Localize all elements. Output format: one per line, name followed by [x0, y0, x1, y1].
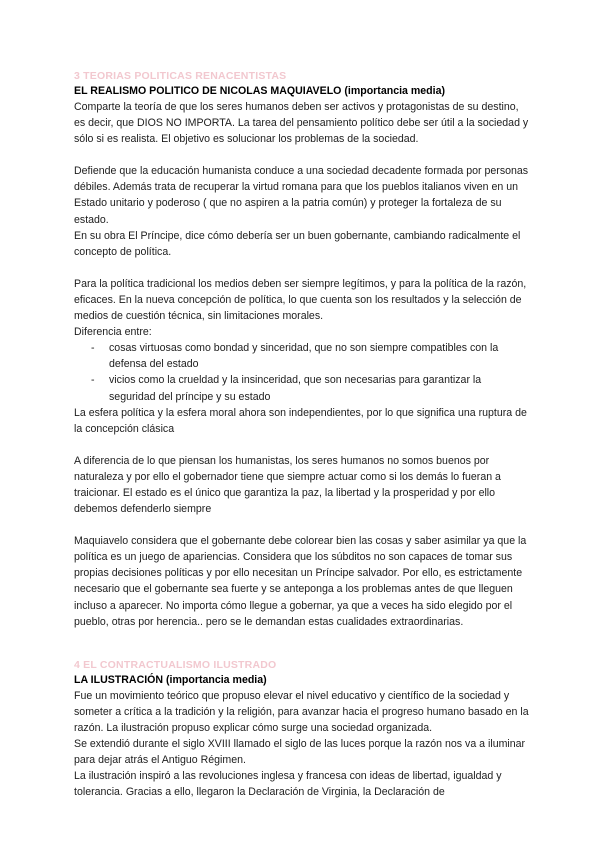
paragraph-maquiavelo-3: En su obra El Príncipe, dice cómo debería ser un buen gobernante, cambiando radicalmente el concepto de política. [74, 229, 521, 258]
spacer [74, 437, 530, 453]
spacer [74, 260, 530, 276]
paragraph-maquiavelo-7: Maquiavelo considera que el gobernante debe colorear bien las cosas y saber asimilar ya que la política es un juego de apariencias. Considera que los súbditos no son capaces de tomar sus propias decisiones políticas y por ello necesitan un Príncipe salvador. Por ello, es estrictamente necesario que el gobernante sea fuerte y se anteponga a los problemas antes de que lleguen incluso a aparecer. No importa cómo llegue a gobernar, ya que a veces ha sido elegido por el pueblo, otras por herencia.. pero se le demandan estas cualidades extraordinarias. [74, 535, 527, 628]
spacer [74, 630, 530, 658]
document-content [74, 69, 530, 800]
diferencia-label: Diferencia entre: [74, 326, 152, 339]
paragraph-ilustracion-2: Se extendió durante el siglo XVIII llamado el siglo de las luces porque la razón nos va a iluminar para dejar atrás el Antiguo Régimen. [74, 738, 526, 767]
spacer [74, 147, 530, 163]
paragraph-maquiavelo-6: A diferencia de lo que piensan los humanistas, los seres humanos no somos buenos por naturaleza y por ello el gobernador tiene que siempre actuar como si los demás lo fueran a traicionar. El estado es el único que garantiza la paz, la libertad y la prosperidad y por ello debemos defenderlo siempre [74, 454, 501, 516]
paragraph-ilustracion-1: Fue un movimiento teórico que propuso elevar el nivel educativo y científico de la sociedad y someter a crítica a la tradición y la religión, para avanzar hacia el progreso humano basado en la razón. La ilustración propuso explicar cómo surge una sociedad organizada. [74, 689, 529, 734]
list-item: - vicios como la crueldad y la insinceridad, que son necesarias para garantizar la seguridad del príncipe y su estado [91, 372, 530, 404]
paragraph-maquiavelo-5: La esfera política y la esfera moral ahora son independientes, por lo que significa una ruptura de la concepción clásica [74, 406, 527, 435]
paragraph-maquiavelo-1: Comparte la teoría de que los seres humanos deben ser activos y protagonistas de su destino, es decir, que DIOS NO IMPORTA. La tarea del pensamiento político debe ser útil a la sociedad y sólo si es realista. El objetivo es solucionar los problemas de la sociedad. [74, 101, 529, 146]
paragraph-maquiavelo-2: Defiende que la educación humanista conduce a una sociedad decadente formada por personas débiles. Además trata de recuperar la virtud romana para que los pueblos italianos viven en un Estado unitario y poderoso ( que no aspiren a la patria común) y proteger la fortaleza de su estado. [74, 165, 529, 226]
list-item: - cosas virtuosas como bondad y sinceridad, que no son siempre compatibles con la defensa del estado [91, 340, 530, 372]
paragraph-ilustracion-3: La ilustración inspiró a las revoluciones inglesa y francesa con ideas de libertad, igualdad y tolerancia. Gracias a ello, llegaron la Declaración de Virginia, la Declaración de [74, 770, 502, 799]
heading-ilustracion: LA ILUSTRACIÓN (importancia media) [74, 673, 267, 686]
diferencia-list [74, 340, 530, 404]
section-title-renacentistas: 3 TEORIAS POLITICAS RENACENTISTAS [74, 70, 287, 82]
paragraph-maquiavelo-4: Para la política tradicional los medios deben ser siempre legítimos, y para la política de la razón, eficaces. En la nueva concepción de política, lo que cuenta son los resultados y la selección de medios de cuestión técnica, sin limitaciones morales. [74, 277, 527, 323]
section-title-contractualismo: 4 EL CONTRACTUALISMO ILUSTRADO [74, 658, 277, 671]
heading-maquiavelo: EL REALISMO POLITICO DE NICOLAS MAQUIAVELO (importancia media) [74, 85, 446, 97]
spacer [74, 517, 530, 533]
